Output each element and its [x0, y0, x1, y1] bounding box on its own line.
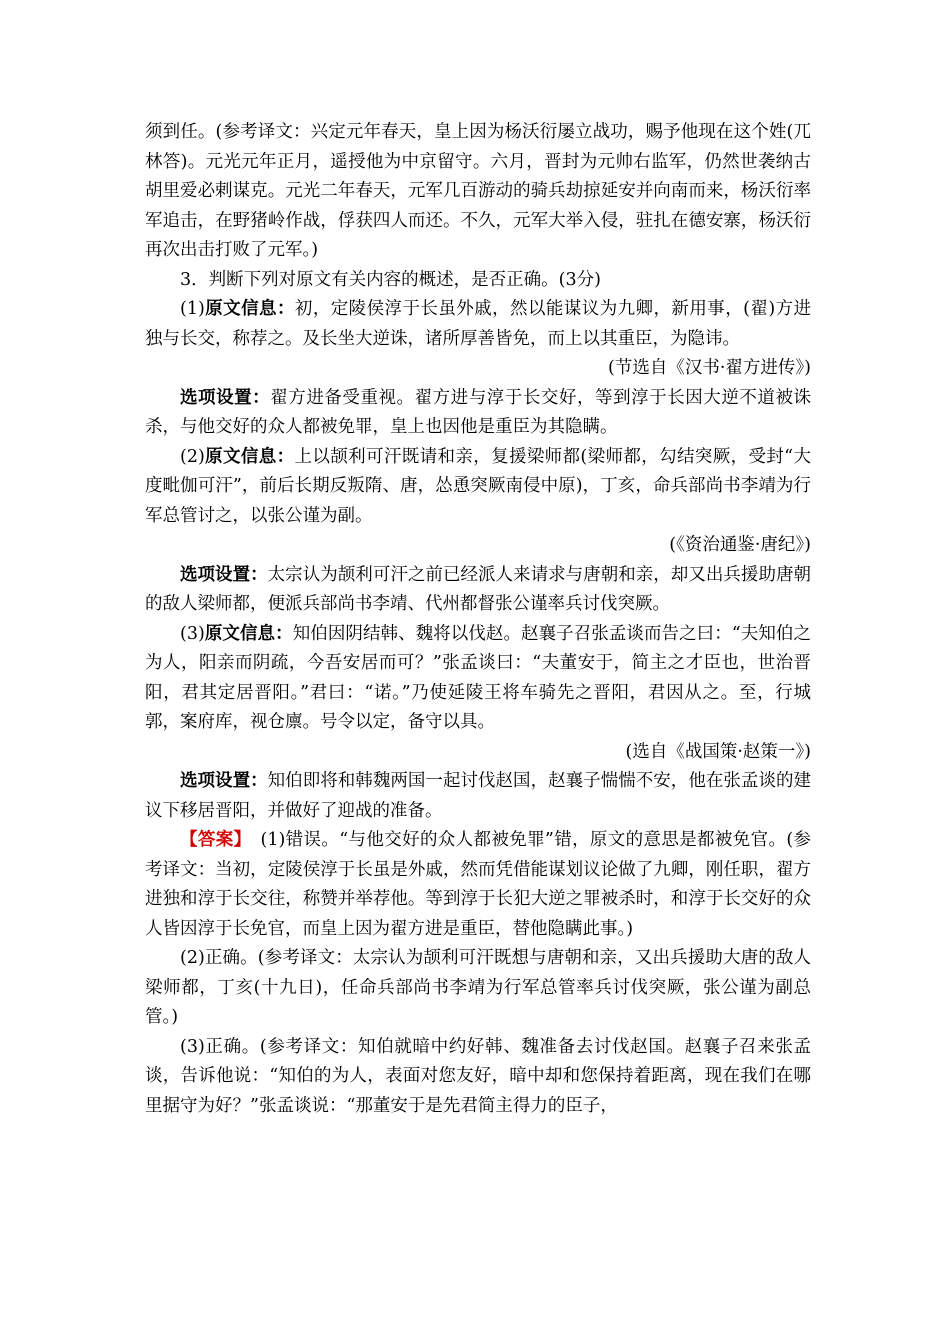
answer-label: 【答案】 — [180, 830, 243, 850]
labeled-paragraph — [145, 561, 811, 620]
paragraph-text: 知伯因阴结韩、魏将以伐赵。赵襄子召张孟谈而告之曰：“夫知伯之为人，阳亲而阴疏，今吾安居而可？”张孟谈曰：“夫董安于，简主之才臣也，世治晋阳，君其定居晋阳。”君曰：“诺。”乃使延陵王将车骑先之晋阳，君因从之。至，行城郭，案府库，视仓廪。号令以定，备守以具。 — [145, 623, 811, 732]
paragraph-text: 知伯即将和韩魏两国一起讨伐赵国，赵襄子惴惴不安，他在张孟谈的建议下移居晋阳，并做好了迎战的准备。 — [145, 771, 812, 821]
bold-label: 原文信息： — [204, 623, 293, 644]
source-citation: (选自《战国策·赵策一》) — [625, 741, 811, 762]
item-number: (2) — [180, 446, 205, 467]
body-paragraph: (3)正确。(参考译文：知伯就暗中约好韩、魏准备去讨伐赵国。赵襄子召来张孟谈，告诉他说：“知伯的为人，表面对您友好，暗中却和您保持着距离，现在我们在哪里据守为好？”张孟谈说：“那董安于是先君简主得力的臣子， — [145, 1036, 811, 1116]
labeled-paragraph — [145, 767, 811, 826]
body-paragraph: 3．判断下列对原文有关内容的概述，是否正确。(3分) — [180, 269, 601, 290]
answer-gap — [243, 830, 261, 850]
body-paragraph: 须到任。(参考译文：兴定元年春天，皇上因为杨沃衍屡立战功，赐予他现在这个姓(兀林答)。元光元年正月，遥授他为中京留守。六月，晋封为元帅右监军，仍然世袭纳古胡里爱必剌谋克。元光二年春天，元军几百游动的骑兵劫掠延安并向南而来，杨沃衍率军追击，在野猪岭作战，俘获四人而还。不久，元军大举入侵，驻扎在德安寨，杨沃衍再次出击打败了元军。) — [145, 122, 811, 260]
bold-label: 原文信息： — [204, 446, 295, 467]
answer-text: (1)错误。“与他交好的众人都被免罪”错，原文的意思是都被免官。(参考译文：当初，定陵侯淳于长虽是外戚，然而凭借能谋划议论做了九卿，刚任职，翟方进独和淳于长交往，称赞并举荐他。等到淳于长犯大逆之罪被杀时，和淳于长交好的众人皆因淳于长免官，而皇上因为翟方进是重臣，替他隐瞒此事。) — [145, 830, 812, 939]
labeled-paragraph — [145, 295, 811, 354]
paragraph-text: 初，定陵侯淳于长虽外戚，然以能谋议为九卿，新用事，(翟)方进独与长交，称荐之。及长坐大逆诛，诸所厚善皆免，而上以其重臣，为隐讳。 — [145, 299, 812, 349]
bold-label: 选项设置： — [180, 564, 268, 585]
paragraph-text: 上以颉利可汗既请和亲，复援梁师都(梁师都，勾结突厥，受封“大度毗伽可汗”，前后长期反叛隋、唐，怂恿突厥南侵中原)，丁亥，命兵部尚书李靖为行军总管讨之，以张公谨为副。 — [145, 446, 811, 526]
bold-label: 选项设置： — [180, 771, 268, 791]
labeled-paragraph — [145, 384, 811, 443]
bold-label: 选项设置： — [180, 387, 271, 408]
bold-label: 原文信息： — [204, 299, 295, 319]
paragraph-text: 太宗认为颉利可汗之前已经派人来请求与唐朝和亲，却又出兵援助唐朝的敌人梁师都，便派兵部尚书李靖、代州都督张公谨率兵讨伐突厥。 — [145, 564, 812, 614]
item-number: (1) — [180, 299, 205, 319]
paragraph-text: 翟方进备受重视。翟方进与淳于长交好，等到淳于长因大逆不道被诛杀，与他交好的众人都被免罪，皇上也因他是重臣为其隐瞒。 — [145, 387, 812, 437]
labeled-paragraph — [145, 443, 811, 532]
item-number: (3) — [180, 623, 205, 644]
document-page — [145, 118, 811, 1121]
source-citation: (《资治通鉴·唐纪》) — [669, 535, 811, 555]
labeled-paragraph — [145, 620, 811, 738]
answer-paragraph — [145, 826, 811, 944]
source-citation: (节选自《汉书·翟方进传》) — [608, 358, 811, 378]
body-paragraph: (2)正确。(参考译文：太宗认为颉利可汗既想与唐朝和亲，又出兵援助大唐的敌人梁师都，丁亥(十九日)，任命兵部尚书李靖为行军总管率兵讨伐突厥，张公谨为副总管。) — [145, 948, 811, 1027]
